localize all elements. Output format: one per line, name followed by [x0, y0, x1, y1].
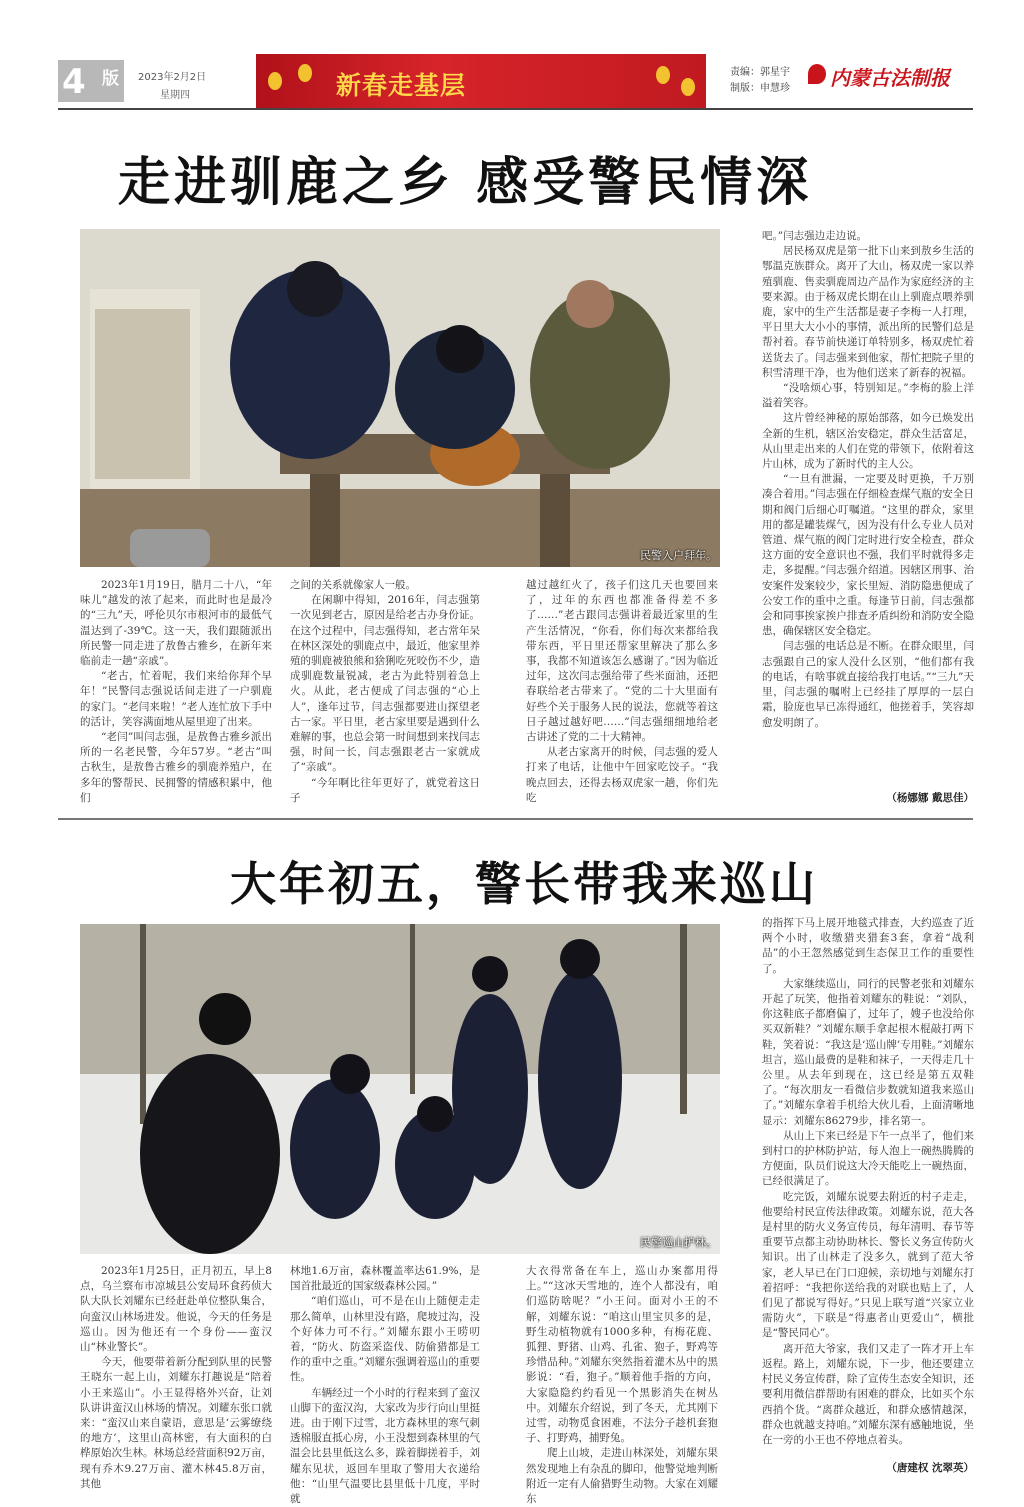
article2-column-4 — [762, 916, 974, 1454]
header-rule — [58, 108, 973, 110]
page-number: 4 — [62, 62, 86, 102]
lantern-icon — [681, 78, 695, 96]
article1-byline: （杨娜娜 戴思佳） — [886, 792, 974, 804]
article1-headline: 走进驯鹿之乡 感受警民情深 — [118, 152, 813, 213]
paragraph: 从老古家离开的时候，闫志强的爱人打来了电话，让他中午回家吃饺子。“我晚点回去，还得去杨双虎家一趟，你们先吃 — [526, 746, 718, 804]
paragraph: “老闫”叫闫志强，是敖鲁古雅乡派出所的一名老民警，今年57岁。“老古”叫古秋生，是敖鲁古雅乡的驯鹿养殖户，在多年的警帮民、民拥警的情感积累中，他们 — [80, 731, 272, 804]
paragraph: “没啥烦心事，特别知足。”李梅的脸上洋溢着笑容。 — [762, 382, 974, 410]
producer-credit: 制版：申慧珍 — [730, 83, 790, 94]
paragraph: 在闲聊中得知，2016年，闫志强第一次见到老古，原因是给老古办身份证。在这个过程中，闫志强得知，老古常年呆在林区深处的驯鹿点中，最近，他家里养殖的驯鹿被狼熊和猞猁吃死咬伤不少，造成驯鹿数量锐减，老古为此特别着急上火。从此，老古便成了闫志强的“心上人”，逢年过节，闫志强都要进山探望老古一家。平日里，老古家里要是遇到什么难解的事，也总会第一时间想到来找闫志强，时间一长，闫志强跟老古一家就成了“亲戚”。 — [290, 594, 480, 774]
paragraph: 吃完饭，刘耀东说要去附近的村子走走，他要给村民宣传法律政策。刘耀东说，范大各是村里的防火义务宣传员，每年清明、春节等重要节点都主动协助林长、警长义务宣传防火知识。出了山林走了没多久，就到了范大爷家，老人早已在门口迎候，亲切地与刘耀东打着招呼：“我把你送给我的对联也贴上了，人们见了都说写得好。”只见上联写道“兴家立业需防火”，下联是“得惠者山更爱山”，横批是“警民同心”。 — [762, 1190, 974, 1340]
article1-photo — [80, 229, 720, 567]
paragraph: “一旦有泄漏，一定要及时更换，千万别凑合着用。”闫志强在仔细检查煤气瓶的安全日期和阀门后细心叮嘱道。“这里的群众，家里用的都是罐装煤气，因为没有什么专业人员对管道、煤气瓶的阀门定时进行安全检查，群众这方面的安全意识也不强，我们平时就得多走走，多提醒。”闫志强介绍道。因辖区刑事、治安案件发案较少，家长里短、消防隐患便成了公安工作的重中之重。每逢节日前，闫志强都会和同事挨家挨户排查矛盾纠纷和消防安全隐患，确保辖区安全稳定。 — [762, 473, 974, 638]
article1-column-2 — [290, 578, 480, 804]
paragraph: 2023年1月25日，正月初五，早上8点，乌兰察布市凉城县公安局环食药侦大队大队长刘耀东已经赶赴单位整队集合，向蛮汉山林场进发。他说，今天的任务是巡山。因为他还有一个身份——蛮汉山“林业警长”。 — [80, 1265, 272, 1354]
article2-byline: （唐建权 沈翠英） — [886, 1462, 974, 1474]
article2-column-3 — [526, 1264, 718, 1506]
paragraph: 爬上山坡，走进山林深处，刘耀东果然发现地上有杂乱的脚印，他警觉地判断附近一定有人偷猎野生动物。大家在刘耀东 — [526, 1447, 718, 1506]
section-banner — [256, 54, 706, 108]
issue-date: 2023年2月2日 — [138, 72, 207, 83]
paragraph: “咱们巡山，可不是在山上随便走走那么简单，山林里没有路，爬坡过沟，没个好体力可不行。”刘耀东跟小王唠叨着，“防火、防盗采盗伐、防偷猎都是工作的重中之重。”刘耀东强调着巡山的重要性。 — [290, 1295, 480, 1384]
article1-photo-illustration — [80, 229, 720, 567]
article2-photo-illustration — [80, 924, 720, 1254]
article1-column-3 — [526, 578, 718, 804]
article1-column-4 — [762, 229, 974, 784]
paragraph: 从山上下来已经是下午一点半了，他们来到村口的护林防护站，每人泡上一碗热腾腾的方便面，队员们说这大冷天能吃上一碗热面，已经很满足了。 — [762, 1129, 974, 1188]
paragraph: 的指挥下马上展开地毯式排查，大约巡查了近两个小时，收缴猎夹猎套3套，拿着“战利品”的小王忽然感觉到生态保卫工作的重要性了。 — [762, 917, 974, 975]
section-title: 新春走基层 — [336, 71, 467, 100]
lantern-icon — [656, 66, 670, 84]
article2-column-1 — [80, 1264, 272, 1490]
paragraph: 大衣得常备在车上，巡山办案都用得上。”“这冰天雪地的，连个人都没有，咱们巡防啥呢？”小王问。面对小王的不解，刘耀东说：“咱这山里宝贝多的是，野生动植物就有1000多种，有梅花鹿、狐狸、野猪、山鸡、孔雀、狍子，野鸡等珍惜品种。”刘耀东突然指着灌木丛中的黑影说：“看，狍子。”顺着他手指的方向，大家隐隐约约看见一个黑影消失在树丛中。刘耀东介绍说，到了冬天，尤其刚下过雪，动物觅食困难，不法分子趁机套狍子、打野鸡，捕野兔。 — [526, 1265, 718, 1445]
article2-photo — [80, 924, 720, 1254]
lantern-icon — [268, 72, 282, 90]
newspaper-logo-icon — [808, 64, 826, 84]
page-label: 版 — [102, 69, 119, 89]
article1-photo-caption: 民警入户拜年。 — [640, 549, 717, 562]
paragraph: 大家继续巡山，同行的民警老张和刘耀东开起了玩笑，他指着刘耀东的鞋说：“刘队，你这鞋底子都磨偏了，过年了，嫂子也没给你买双新鞋？”刘耀东顺手拿起根木棍敲打两下鞋，笑着说：“我这是‘巡山牌’专用鞋。”刘耀东坦言，巡山最费的是鞋和袜子，一天得走几十公里。从去年到现在，这已经是第五双鞋了。“每次朋友一看微信步数就知道我来巡山了。”刘耀东拿着手机给大伙儿看，上面清晰地显示：刘耀东86279步，排名第一。 — [762, 977, 974, 1127]
paragraph: 这片曾经神秘的原始部落，如今已焕发出全新的生机，辖区治安稳定，群众生活富足，从山里走出来的人们在党的带领下，依附着这片山林，成为了新时代的主人公。 — [762, 412, 974, 471]
paragraph: “今年啊比往年更好了，就党着这日子 — [290, 776, 480, 804]
article2-column-2 — [290, 1264, 480, 1506]
paragraph: 今天，他要带着新分配到队里的民警王晓东一起上山，刘耀东打趣说是“陪着小王来巡山”。小王显得格外兴奋，让刘队讲讲蛮汉山林场的情况。刘耀东张口就来：“蛮汉山来自蒙语，意思是‘云雾缭绕的地方’，这里山高林密，有大面积的白桦原始次生林。林场总经营面积92万亩，现有乔木9.27万亩、灌木林45.8万亩，其他 — [80, 1356, 272, 1490]
paragraph: 之间的关系就像家人一般。 — [290, 579, 416, 591]
paragraph: 居民杨双虎是第一批下山来到敖乡生活的鄂温克族群众。离开了大山，杨双虎一家以养殖驯鹿、售卖驯鹿周边产品作为家庭经济的主要来源。由于杨双虎长期在山上驯鹿点喂养驯鹿，家中的生产生活都是妻子李梅一人打理，平日里大大小小的事情，派出所的民警们总是帮衬着。春节前快递订单特别多，杨双虎忙着送货去了。闫志强来到他家，帮忙把院子里的积雪清理干净，也为他们送来了新春的祝福。 — [762, 245, 974, 379]
issue-weekday: 星期四 — [160, 90, 190, 101]
paragraph: 离开范大爷家，我们又走了一阵才开上车返程。路上，刘耀东说，下一步，他还要建立村民义务宣传群，除了宣传生态安全知识，还要利用微信群帮助有困难的群众，比如买个东西捎个货。“离群众越近，和群众感情越深，群众也就越支持咱。”刘耀东深有感触地说，坐在一旁的小王也不停地点着头。 — [762, 1342, 974, 1446]
paragraph: 吧。”闫志强边走边说。 — [762, 230, 868, 242]
paragraph: 闫志强的电话总是不断。在群众眼里，闫志强跟自己的家人没什么区别，“他们都有我的电话，有啥事就直接给我打电话。”“三九”天里，闫志强的嘱咐上已经挂了厚厚的一层白霜，脸庞也早已冻得通红，他搓着手，笑容却愈发明朗了。 — [762, 640, 974, 729]
section-divider — [58, 818, 973, 820]
editor-credit: 责编：郭星宇 — [730, 67, 790, 78]
paragraph: 林地1.6万亩，森林覆盖率达61.9%，是国首批最近的国家级森林公园。” — [290, 1265, 480, 1293]
paragraph: 车辆经过一个小时的行程来到了蛮汉山脚下的蛮汉沟，大家改为步行向山里挺进。由于刚下过雪，北方森林里的寒气刺透棉服直抵心房，小王没想到森林里的气温会比县里低这么多，跺着脚搓着手，刘耀东见状，返回车里取了警用大衣递给他：“山里气温要比县里低十几度，平时就 — [290, 1386, 480, 1506]
paragraph: 2023年1月19日，腊月二十八，“年味儿”越发的浓了起来，而此时也是最冷的“三九”天，呼伦贝尔市根河市的最低气温达到了-39℃。这一天，我们跟随派出所民警一同走进了敖鲁古雅乡，在新年来临前走一趟“亲戚”。 — [80, 579, 272, 668]
article2-headline: 大年初五，警长带我来巡山 — [230, 857, 818, 911]
lantern-icon — [298, 64, 312, 82]
paragraph: 越过越红火了，孩子们这几天也要回来了，过年的东西也都准备得差不多了……”老古跟闫志强讲着最近家里的生产生活情况，“你看，你们每次来都给我带东西，平日里还帮家里解决了那么多事，我都不知道该怎么感谢了。”因为临近过年，这次闫志强给带了些米面油，还把春联给老古带来了。“党的二十大里面有好些个关于服务人民的说法，您就等着这日子越过越好吧……”闫志强细细地给老古讲述了党的二十大精神。 — [526, 579, 718, 744]
newspaper-name: 内蒙古法制报 — [830, 66, 950, 90]
paragraph: “老古，忙着呢，我们来给你拜个早年！”民警闫志强说话间走进了一户驯鹿的家门。“老闫来啦！”老人连忙放下手中的活计，笑容满面地从屋里迎了出来。 — [80, 670, 272, 728]
article1-column-1 — [80, 578, 272, 804]
article2-photo-caption: 民警巡山护林。 — [640, 1236, 717, 1249]
